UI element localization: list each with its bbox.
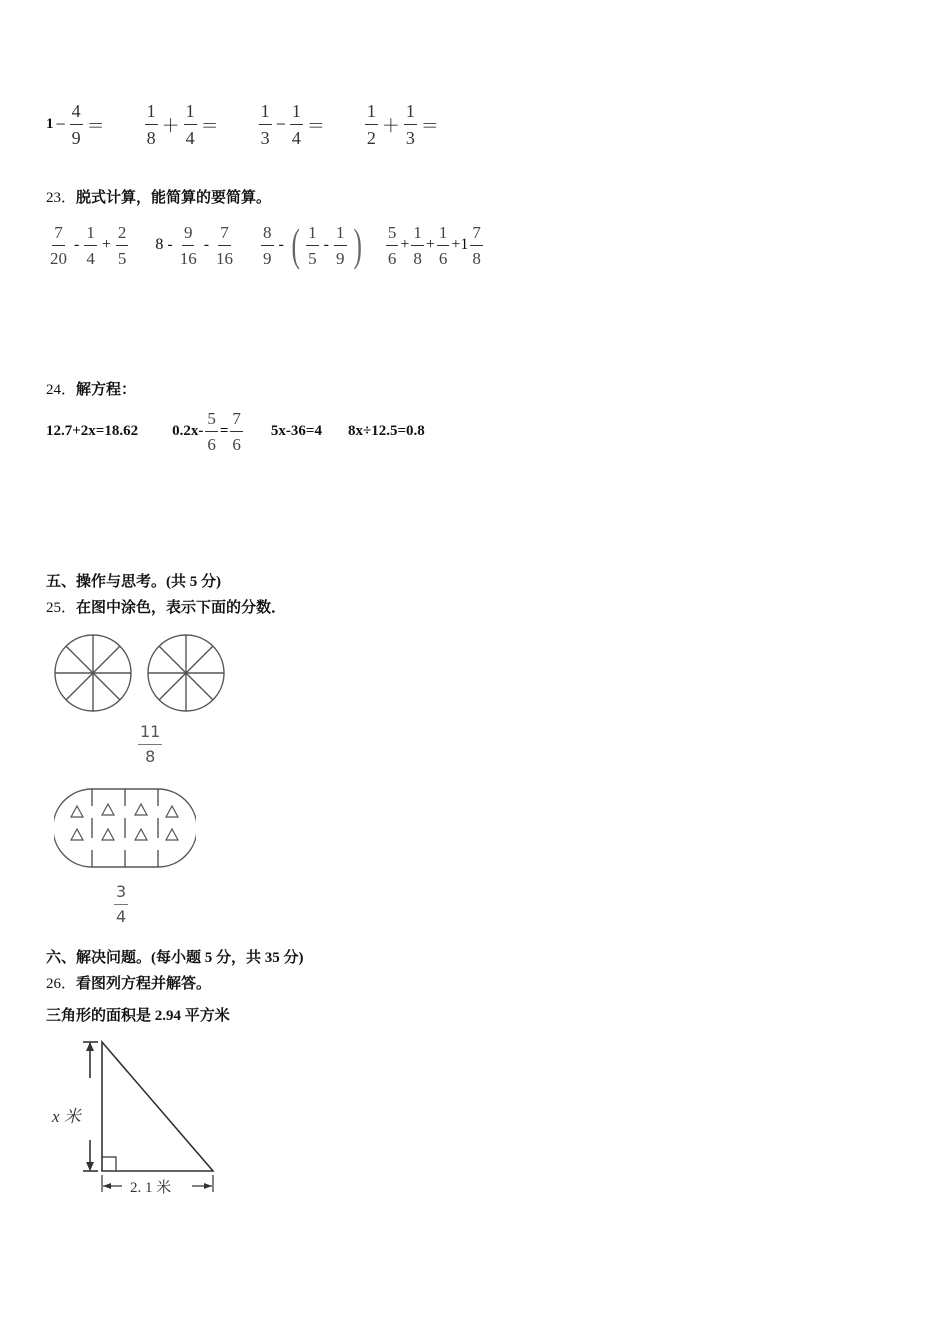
q23-e3-f3: $\frac{1}{9}$ — [336, 222, 345, 268]
q26-heading: 26．看图列方程并解答。 — [46, 976, 212, 992]
fraction-3-4: $\frac{3}{4}$ — [116, 882, 127, 926]
q22-2-op: ＋ — [161, 115, 180, 136]
triangles-stadium-figure — [54, 786, 196, 870]
q23-e1-f2: $\frac{1}{4}$ — [86, 222, 95, 268]
q22-1-lead: 1 — [46, 116, 54, 132]
q22-4-op: ＋ — [381, 115, 400, 136]
q23-e3-f2: $\frac{1}{5}$ — [308, 222, 317, 268]
q23-e4-f3: $\frac{1}{6}$ — [438, 222, 448, 268]
q22-3-fraction-a: $\frac{1}{3}$ — [260, 101, 270, 148]
q24-eq2-f1: $\frac{5}{6}$ — [207, 409, 216, 454]
q22-3-op: − — [275, 114, 286, 134]
q22-4-fraction-a: $\frac{1}{2}$ — [366, 101, 376, 148]
q23-e3-f1: $\frac{8}{9}$ — [263, 222, 272, 268]
q24-equations: 12.7+2x=18.62 0.2x- $\frac{5}{6}$ = $\frac{7}{6}$ 5x-36=4 8x÷12.5=0.8 — [46, 409, 425, 454]
q23-e3-right-paren: ) — [352, 219, 362, 270]
height-label: x 米 — [52, 1107, 81, 1126]
triangle-area-statement: 三角形的面积是 2.94 平方米 — [46, 1008, 230, 1024]
q24-heading: 24．解方程： — [46, 382, 137, 398]
q24-eq3: 5x-36=4 — [270, 423, 322, 439]
fraction-11-8: $\frac{11}{8}$ — [140, 722, 161, 766]
circle-right[interactable] — [148, 635, 224, 711]
q24-eq1: 12.7+2x=18.62 — [46, 423, 139, 439]
q23-e4-f2: $\frac{1}{8}$ — [413, 222, 422, 268]
section6-heading: 六、解决问题。(每小题 5 分，共 35 分) — [46, 950, 304, 966]
q23-e1-f1: $\frac{7}{20}$ — [50, 222, 67, 268]
q22-1-eq: ＝ — [86, 115, 105, 136]
q23-expressions: $\frac{7}{20}$ - $\frac{1}{4}$ + $\frac{2}{5}$ 8 - $\frac{9}{16}$ - $\frac{7}{16}$ $\frac{8}{9}$ - ( $\frac{1}{5}$ - $\frac{1}{9}$ ) $\frac{5}{6}$ + $\frac{1}{8}$ + $\frac{1}{6}$ +1 $\frac{7}{8}$ — [50, 219, 481, 270]
q22-3-fraction-b: $\frac{1}{4}$ — [291, 101, 301, 148]
circle-left[interactable] — [55, 635, 131, 711]
q24-eq2-f2: $\frac{7}{6}$ — [232, 409, 241, 454]
q25-heading: 25．在图中涂色，表示下面的分数． — [46, 600, 287, 616]
q23-heading: 23．脱式计算，能简算的要简算。 — [46, 190, 272, 206]
q23-e1-f3: $\frac{2}{5}$ — [117, 222, 127, 268]
q23-e4-f4: $\frac{7}{8}$ — [472, 222, 481, 268]
q22-3-eq: ＝ — [306, 115, 325, 136]
q22-4-eq: ＝ — [420, 115, 439, 136]
q23-e2-f2: $\frac{7}{16}$ — [216, 222, 234, 268]
q22-2-fraction-a: $\frac{1}{8}$ — [146, 101, 156, 148]
q23-e3-left-paren: ( — [291, 219, 300, 270]
q22-1-fraction: $\frac{4}{9}$ — [71, 101, 81, 148]
circles-eighths-figure — [50, 632, 240, 714]
q22-2-eq: ＝ — [200, 115, 219, 136]
q24-eq2-lead: 0.2x- — [172, 423, 204, 439]
q22-2-fraction-b: $\frac{1}{4}$ — [185, 101, 195, 148]
q23-e2-f1: $\frac{9}{16}$ — [179, 222, 197, 268]
triangle-shape — [102, 1042, 213, 1171]
section5-heading: 五、操作与思考。(共 5 分) — [46, 574, 221, 590]
q22-1-op: − — [55, 114, 66, 134]
q22-row — [46, 102, 441, 147]
q22-4-fraction-b: $\frac{1}{3}$ — [405, 101, 415, 148]
q24-eq4: 8x÷12.5=0.8 — [347, 423, 425, 439]
q23-e4-f1: $\frac{5}{6}$ — [387, 222, 397, 268]
base-label: 2. 1 米 — [130, 1180, 172, 1196]
